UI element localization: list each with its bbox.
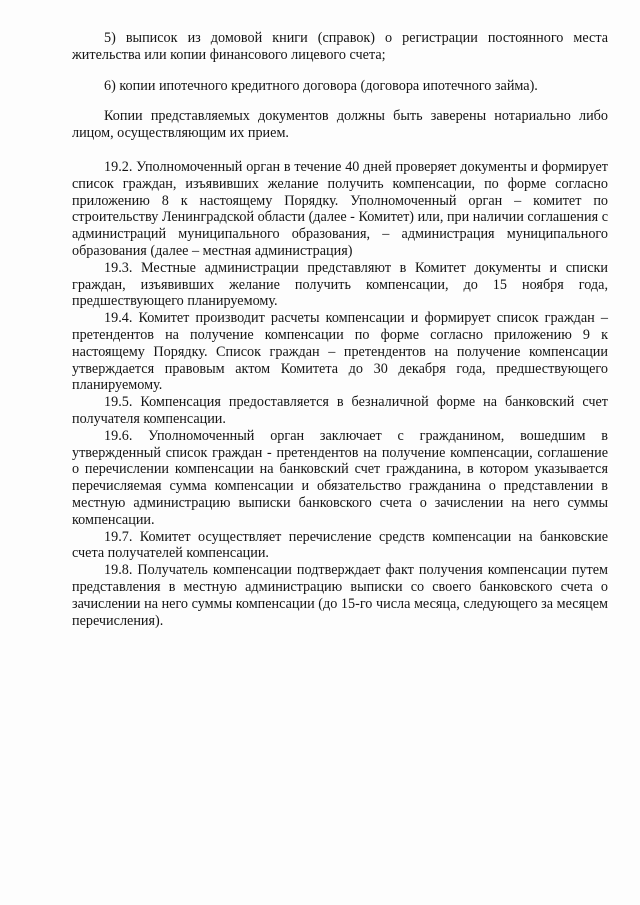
paragraph-item-5: 5) выписок из домовой книги (справок) о регистрации постоянного места жительства или копии финансового лицевого счета; [72,30,608,63]
paragraph-19-6: 19.6. Уполномоченный орган заключает с гражданином, вошедшим в утвержденный список граждан - претендентов на получение компенсации, соглашение о перечислении компенсации на банковский счет гражданина, в котором указывается перечисляемая сумма компенсации и обязательство гражданина о представлении в местную администрацию выписки банковского счета о зачислении на него суммы компенсации. [72,427,608,528]
paragraph-19-7: 19.7. Комитет осуществляет перечисление средств компенсации на банковские счета получателей компенсации. [72,528,608,562]
paragraph-19-2: 19.2. Уполномоченный орган в течение 40 дней проверяет документы и формирует список граждан, изъявивших желание получить компенсации, по форме согласно приложению 8 к настоящему Порядку. Уполномоченный орган – комитет по строительству Ленинградской области (далее - Комитет) или, при наличии соглашения с администраций муниципального образования, – администрация муниципального образования (далее – местная администрация) [72,158,608,259]
paragraph-copies-certification: Копии представляемых документов должны быть заверены нотариально либо лицом, осуществляющим их прием. [72,108,608,142]
document-body [72,30,608,629]
paragraph-19-4: 19.4. Комитет производит расчеты компенсации и формирует список граждан – претендентов на получение компенсации по форме согласно приложению 9 к настоящему Порядку. Список граждан – претендентов на получение компенсации утверждается правовым актом Комитета до 30 декабря года, предшествующего планируемому. [72,310,608,394]
paragraph-19-3: 19.3. Местные администрации представляют в Комитет документы и списки граждан, изъявивших желание получить компенсации, до 15 ноября года, предшествующего планируемому. [72,259,608,310]
paragraph-19-5: 19.5. Компенсация предоставляется в безналичной форме на банковский счет получателя компенсации. [72,394,608,427]
paragraph-item-6: 6) копии ипотечного кредитного договора (договора ипотечного займа). [104,77,538,94]
paragraph-19-8: 19.8. Получатель компенсации подтверждает факт получения компенсации путем представления в местную администрацию выписки со своего банковского счета о зачислении на него суммы компенсации (до 15-го числа месяца, следующего за месяцем перечисления). [72,562,608,629]
